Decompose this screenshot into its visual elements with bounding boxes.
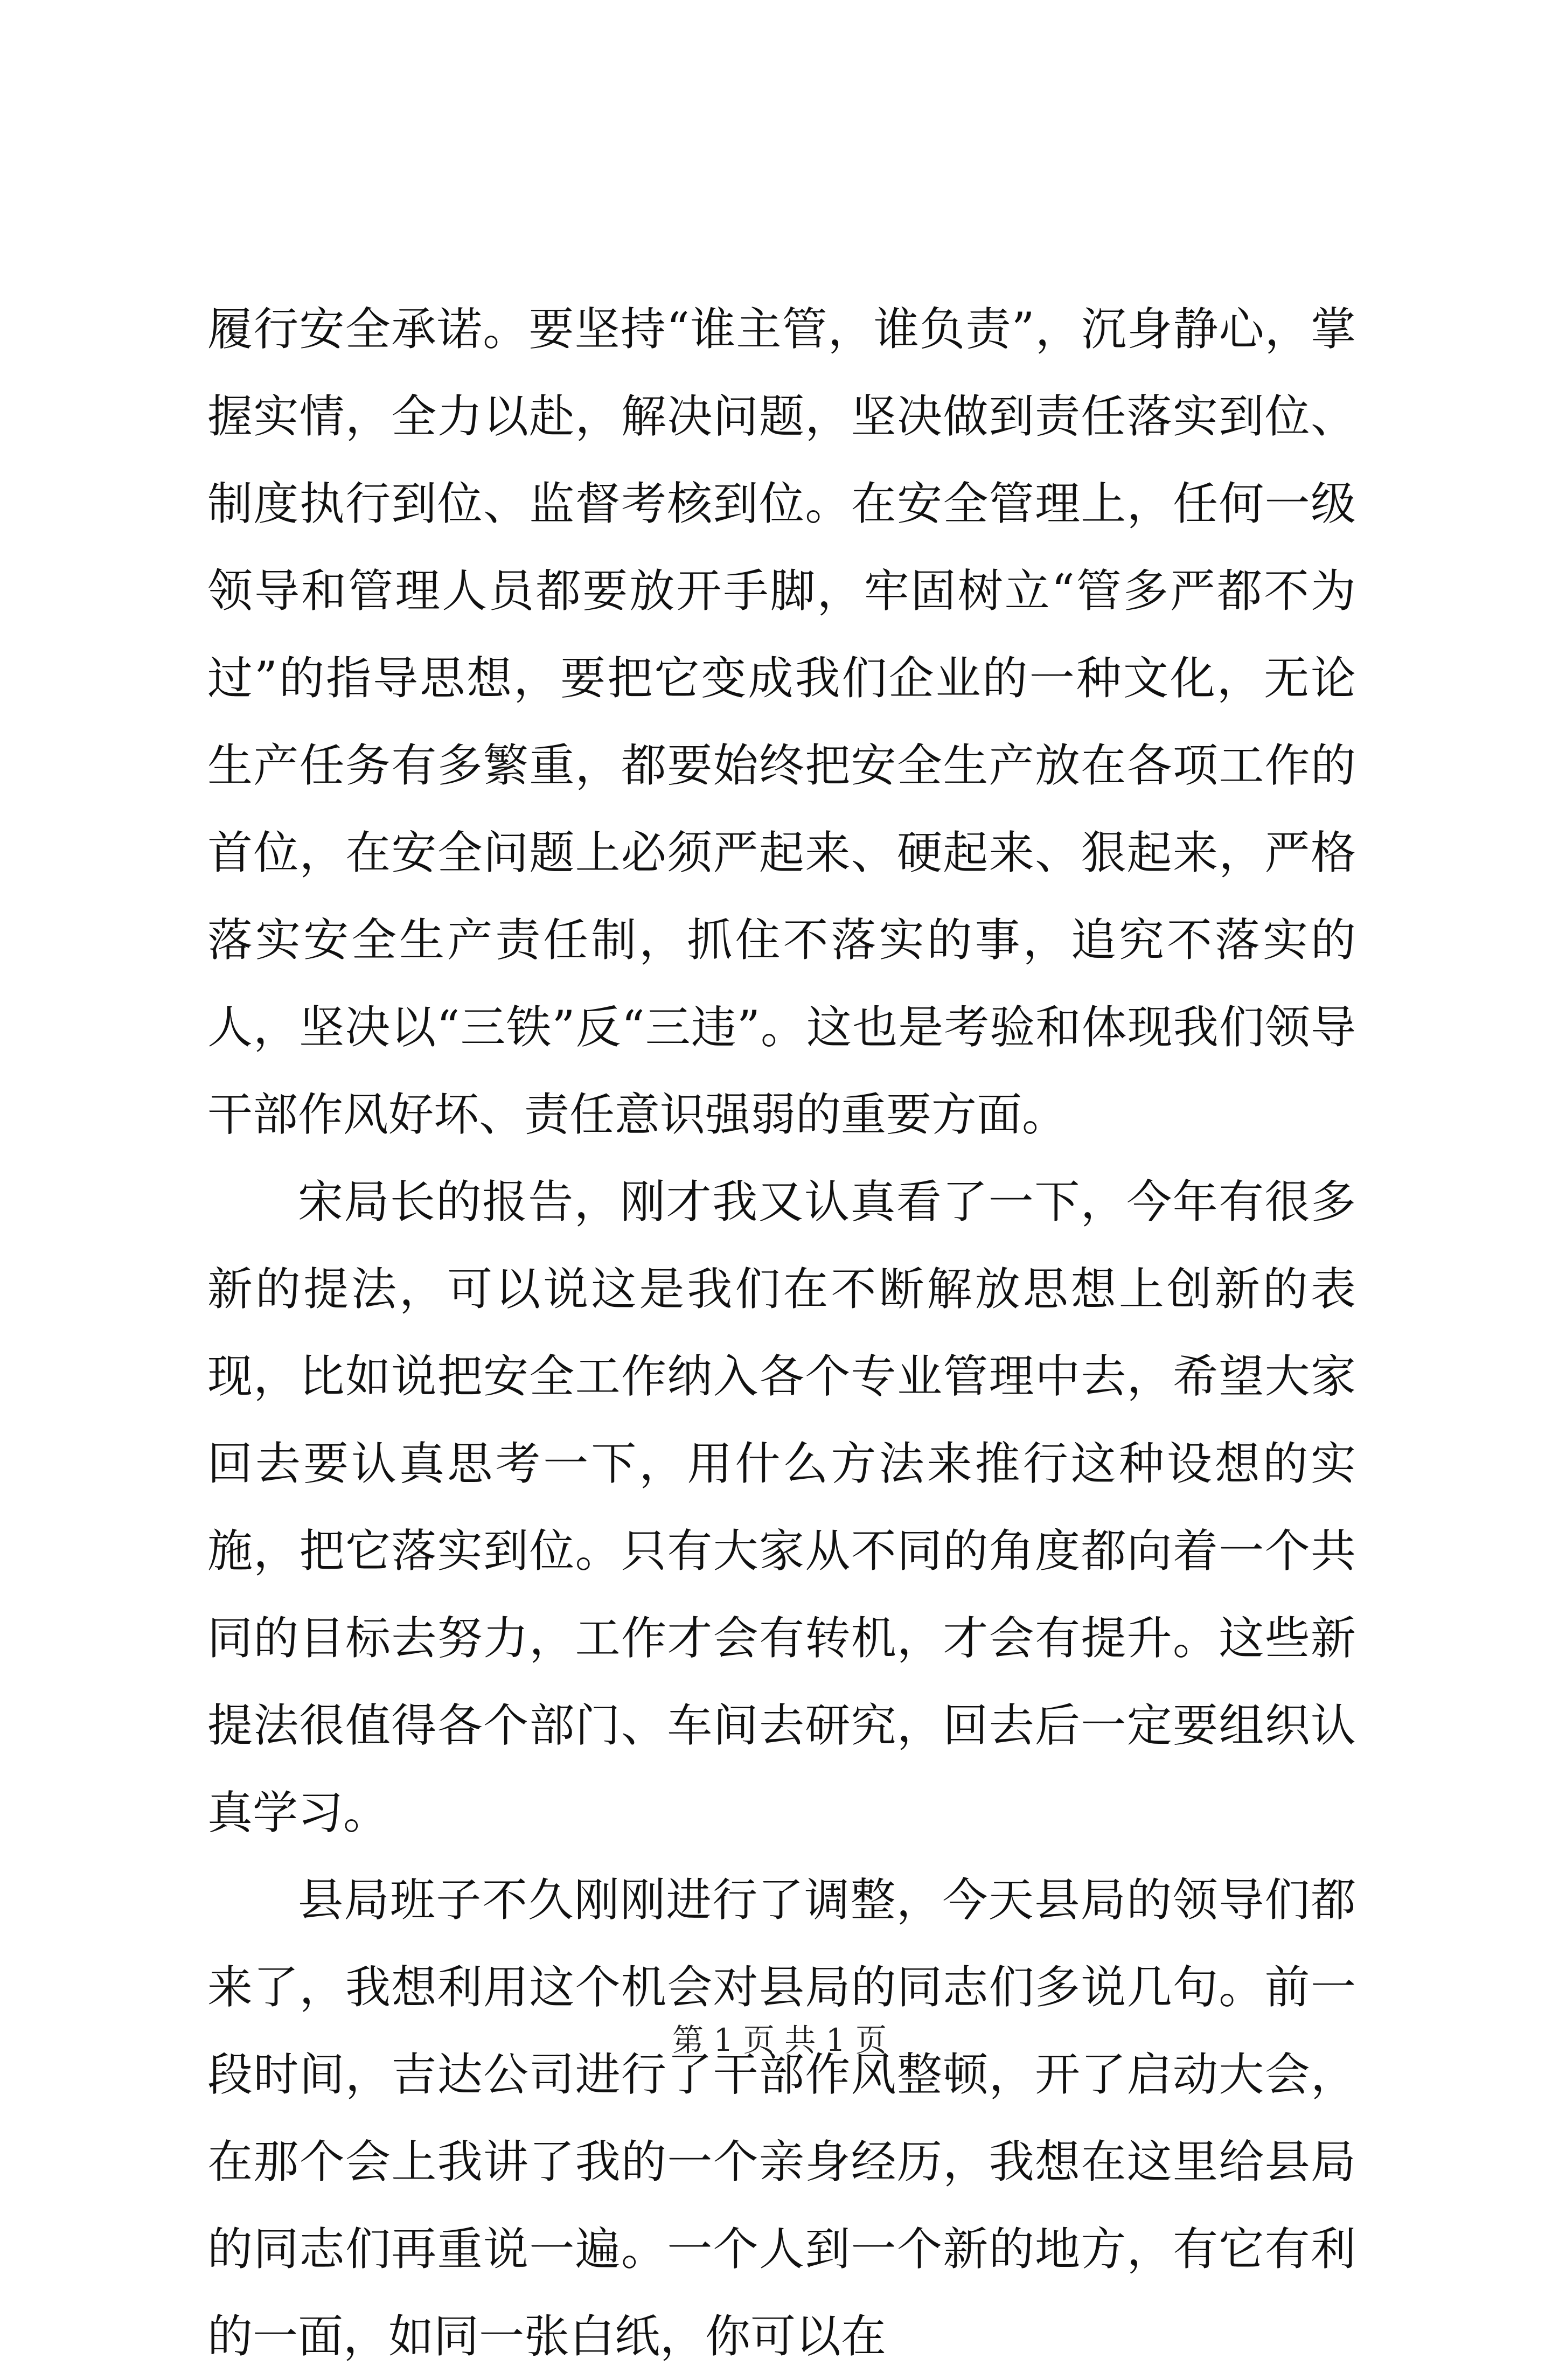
- paragraph-2: 宋局长的报告，刚才我又认真看了一下，今年有很多新的提法，可以说这是我们在不断解放思想上创新的表现，比如说把安全工作纳入各个专业管理中去，希望大家回去要认真思考一下，用什么方法来推行这种设想的实施，把它落实到位。只有大家从不同的角度都向着一个共同的目标去努力，工作才会有转机，才会有提升。这些新提法很值得各个部门、车间去研究，回去后一定要组织认真学习。: [207, 1175, 1356, 1839]
- paragraph-3: 县局班子不久刚刚进行了调整，今天县局的领导们都来了，我想利用这个机会对县局的同志们多说几句。前一段时间，吉达公司进行了干部作风整顿，开了启动大会，在那个会上我讲了我的一个亲身经历，我想在这里给县局的同志们再重说一遍。一个人到一个新的地方，有它有利的一面，如同一张白纸，你可以在: [207, 1874, 1356, 2363]
- page-number-label: 第 1 页 共 1 页: [672, 2022, 887, 2058]
- paragraph-1: 履行安全承诺。要坚持“谁主管，谁负责”，沉身静心，掌握实情，全力以赴，解决问题，坚决做到责任落实到位、制度执行到位、监督考核到位。在安全管理上，任何一级领导和管理人员都要放开手脚，牢固树立“管多严都不为过”的指导思想，要把它变成我们企业的一种文化，无论生产任务有多繁重，都要始终把安全生产放在各项工作的首位，在安全问题上必须严起来、硬起来、狠起来，严格落实安全生产责任制，抓住不落实的事，追究不落实的人，坚决以“三铁”反“三违”。这也是考验和体现我们领导干部作风好坏、责任意识强弱的重要方面。: [207, 303, 1356, 1141]
- page-footer: [0, 2021, 1559, 2059]
- body-text: [207, 286, 1356, 2380]
